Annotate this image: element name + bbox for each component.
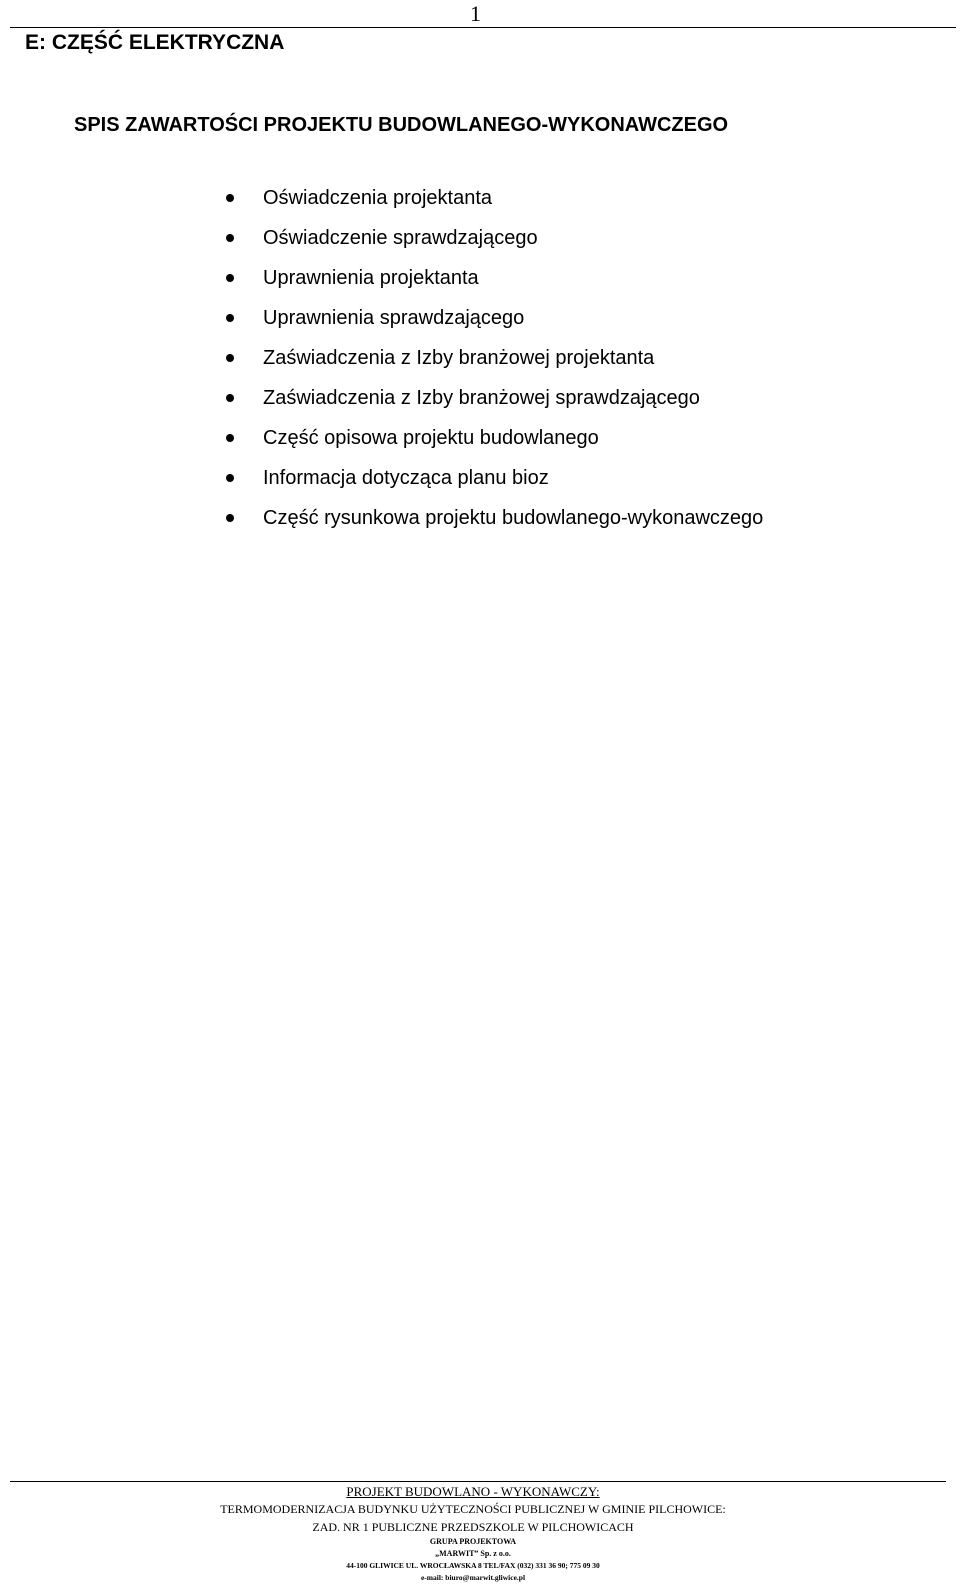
bullet-icon	[226, 394, 234, 402]
contents-item-informacja-bioz	[0, 464, 763, 504]
contents-item-label: Zaświadczenia z Izby branżowej sprawdzającego	[263, 387, 700, 409]
contents-item-label: Uprawnienia sprawdzającego	[263, 307, 525, 329]
contents-item-label: Uprawnienia projektanta	[263, 267, 479, 289]
contents-item-uprawnienia-sprawdzajacego	[0, 304, 763, 344]
footer-email: e-mail: biuro@marwit.gliwice.pl	[420, 1573, 526, 1582]
bullet-icon	[226, 274, 234, 282]
footer-project-scope: ZAD. NR 1 PUBLICZNE PRZEDSZKOLE W PILCHOWICACH	[312, 1520, 634, 1534]
contents-item-label: Informacja dotycząca planu bioz	[263, 467, 549, 489]
document-title: SPIS ZAWARTOŚCI PROJEKTU BUDOWLANEGO-WYKONAWCZEGO	[74, 114, 729, 136]
contents-list	[0, 184, 763, 544]
contents-item-label: Część rysunkowa projektu budowlanego-wykonawczego	[263, 507, 764, 529]
page-footer	[0, 1484, 946, 1584]
bullet-icon	[226, 234, 234, 242]
page-number: 1	[470, 1, 481, 26]
bullet-icon	[226, 354, 234, 362]
bullet-icon	[226, 434, 234, 442]
contents-item-label: Oświadczenie sprawdzającego	[263, 227, 538, 249]
contents-item-label: Część opisowa projektu budowlanego	[263, 427, 599, 449]
contents-item-label: Zaświadczenia z Izby branżowej projektanta	[263, 347, 655, 369]
footer-rule	[10, 1481, 946, 1482]
bullet-icon	[226, 474, 234, 482]
contents-item-czesc-opisowa	[0, 424, 763, 464]
contents-item-oswiadczenie-sprawdzajacego	[0, 224, 763, 264]
contents-item-uprawnienia-projektanta	[0, 264, 763, 304]
footer-address: 44-100 GLIWICE UL. WROCŁAWSKA 8 TEL/FAX (032) 331 36 90; 775 09 30	[346, 1561, 600, 1570]
contents-item-zaswiadczenia-projektanta	[0, 344, 763, 384]
bullet-icon	[226, 314, 234, 322]
header-rule	[10, 27, 956, 28]
contents-item-oswiadczenia-projektanta	[0, 184, 763, 224]
contents-item-label: Oświadczenia projektanta	[263, 187, 493, 209]
bullet-icon	[226, 514, 234, 522]
section-heading: E: CZĘŚĆ ELEKTRYCZNA	[25, 31, 285, 54]
footer-company: „MARWIT” Sp. z o.o.	[435, 1549, 511, 1558]
footer-project-name: TERMOMODERNIZACJA BUDYNKU UŻYTECZNOŚCI PUBLICZNEJ W GMINIE PILCHOWICE:	[220, 1502, 726, 1516]
bullet-icon	[226, 194, 234, 202]
footer-project-type: PROJEKT BUDOWLANO - WYKONAWCZY:	[346, 1484, 600, 1499]
contents-item-czesc-rysunkowa	[0, 504, 763, 544]
contents-item-zaswiadczenia-sprawdzajacego	[0, 384, 763, 424]
footer-group: GRUPA PROJEKTOWA	[429, 1537, 517, 1546]
